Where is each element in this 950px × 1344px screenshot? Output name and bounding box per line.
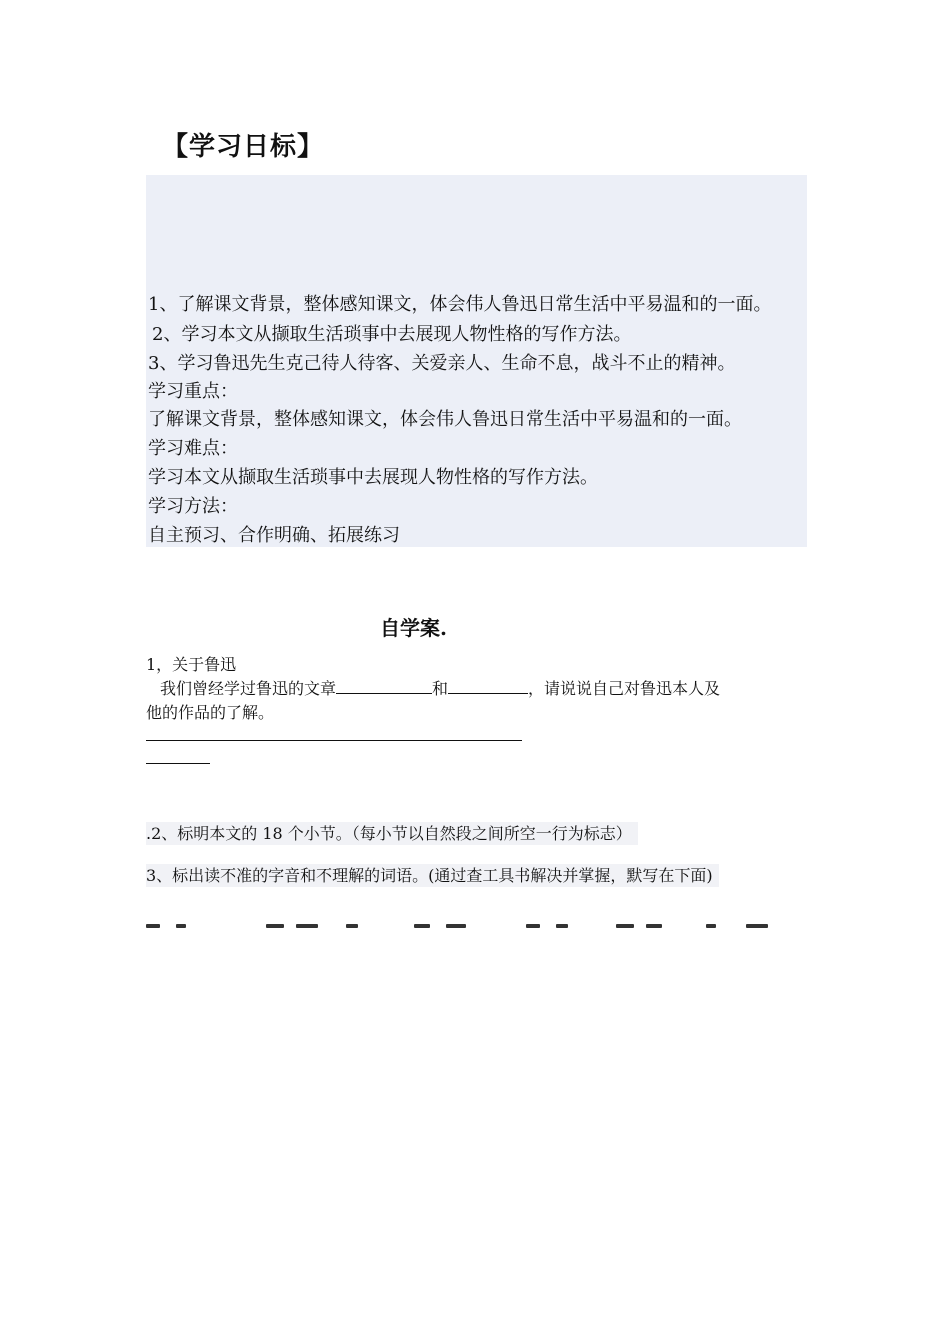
goal-item-2: 2、学习本文从撷取生活琐事中去展现人物性格的写作方法。 [152, 324, 632, 345]
question-1-line [160, 676, 720, 699]
question-2 [146, 821, 638, 844]
answer-blank-2[interactable] [448, 679, 528, 694]
question-3-text: 3、标出读不准的字音和不理解的词语。(通过查工具书解决并掌握，默写在下面) [146, 864, 719, 887]
difficulty-label: 学习难点： [148, 438, 238, 459]
method-text: 自主预习、合作明确、拓展练习 [148, 525, 400, 546]
self-study-title: 自学案. [380, 616, 447, 640]
question-1-text-a: 我们曾经学过鲁迅的文章 [160, 679, 337, 698]
focus-text: 了解课文背景，整体感知课文，体会伟人鲁迅日常生活中平易温和的一面。 [148, 409, 742, 430]
question-1-and: 和 [432, 679, 449, 698]
question-2-text: .2、标明本文的 18 个小节。（每小节以自然段之间所空一行为标志） [146, 822, 638, 845]
goal-item-1: 1、了解课文背景，整体感知课文，体会伟人鲁迅日常生活中平易温和的一面。 [148, 294, 772, 315]
cut-off-text-line [146, 920, 786, 930]
focus-label: 学习重点： [148, 381, 238, 402]
question-3 [146, 863, 719, 886]
answer-line-2[interactable] [146, 763, 210, 764]
method-label: 学习方法： [148, 496, 238, 517]
difficulty-text: 学习本文从撷取生活琐事中去展现人物性格的写作方法。 [148, 467, 598, 488]
question-1-title: 1，关于鲁迅 [146, 655, 237, 674]
answer-line-1[interactable] [146, 740, 522, 741]
goal-item-3: 3、学习鲁迅先生克己待人待客、关爱亲人、生命不息，战斗不止的精神。 [148, 353, 736, 374]
learning-goals-box [146, 175, 807, 547]
page-heading: 【学习日标】 [162, 132, 325, 162]
answer-blank-1[interactable] [336, 679, 432, 694]
question-1-text-c: 他的作品的了解。 [146, 703, 275, 722]
question-1-text-b: ，请说说自己对鲁迅本人及 [528, 679, 721, 698]
